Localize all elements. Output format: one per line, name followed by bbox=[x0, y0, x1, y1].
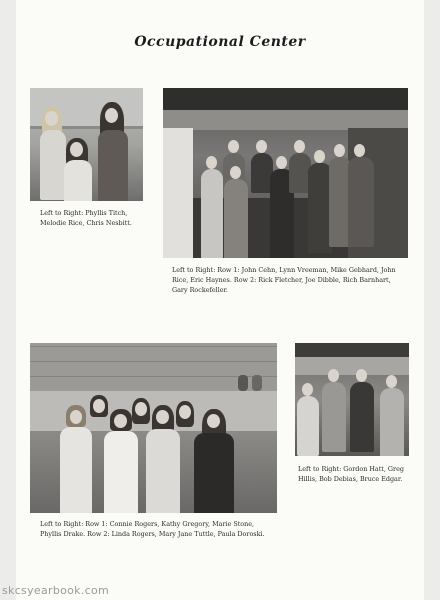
photo-girls-group bbox=[30, 343, 277, 513]
photo-three-girls bbox=[30, 88, 143, 201]
photo2-caption: Left to Right: Row 1: John Cehn, Lynn Vreeman, Mike Gebhard, John Rice, Eric Haynes. Row 2: Rick Fletcher, Joe Dibble, Rich Barnhart, Gary Rockefeller. bbox=[172, 266, 396, 294]
photo1-caption: Left to Right: Phyllis Titch, Melodie Rice, Chris Nesbitt. bbox=[40, 209, 132, 227]
page-title: Occupational Center bbox=[134, 34, 306, 50]
watermark: skcsyearbook.com bbox=[2, 584, 110, 597]
photo4-caption: Left to Right: Gordon Hatt, Greg Hillis, Bob Debias, Bruce Edgar. bbox=[298, 465, 404, 483]
photo3-caption: Left to Right: Row 1: Connie Rogers, Kathy Gregory, Marie Stone, Phyllis Drake. Row 2: Linda Rogers, Mary Jane Tuttle, Paula Doroski. bbox=[40, 520, 265, 538]
photo-four-boys bbox=[295, 343, 409, 456]
photo-boys-shop bbox=[163, 88, 408, 258]
